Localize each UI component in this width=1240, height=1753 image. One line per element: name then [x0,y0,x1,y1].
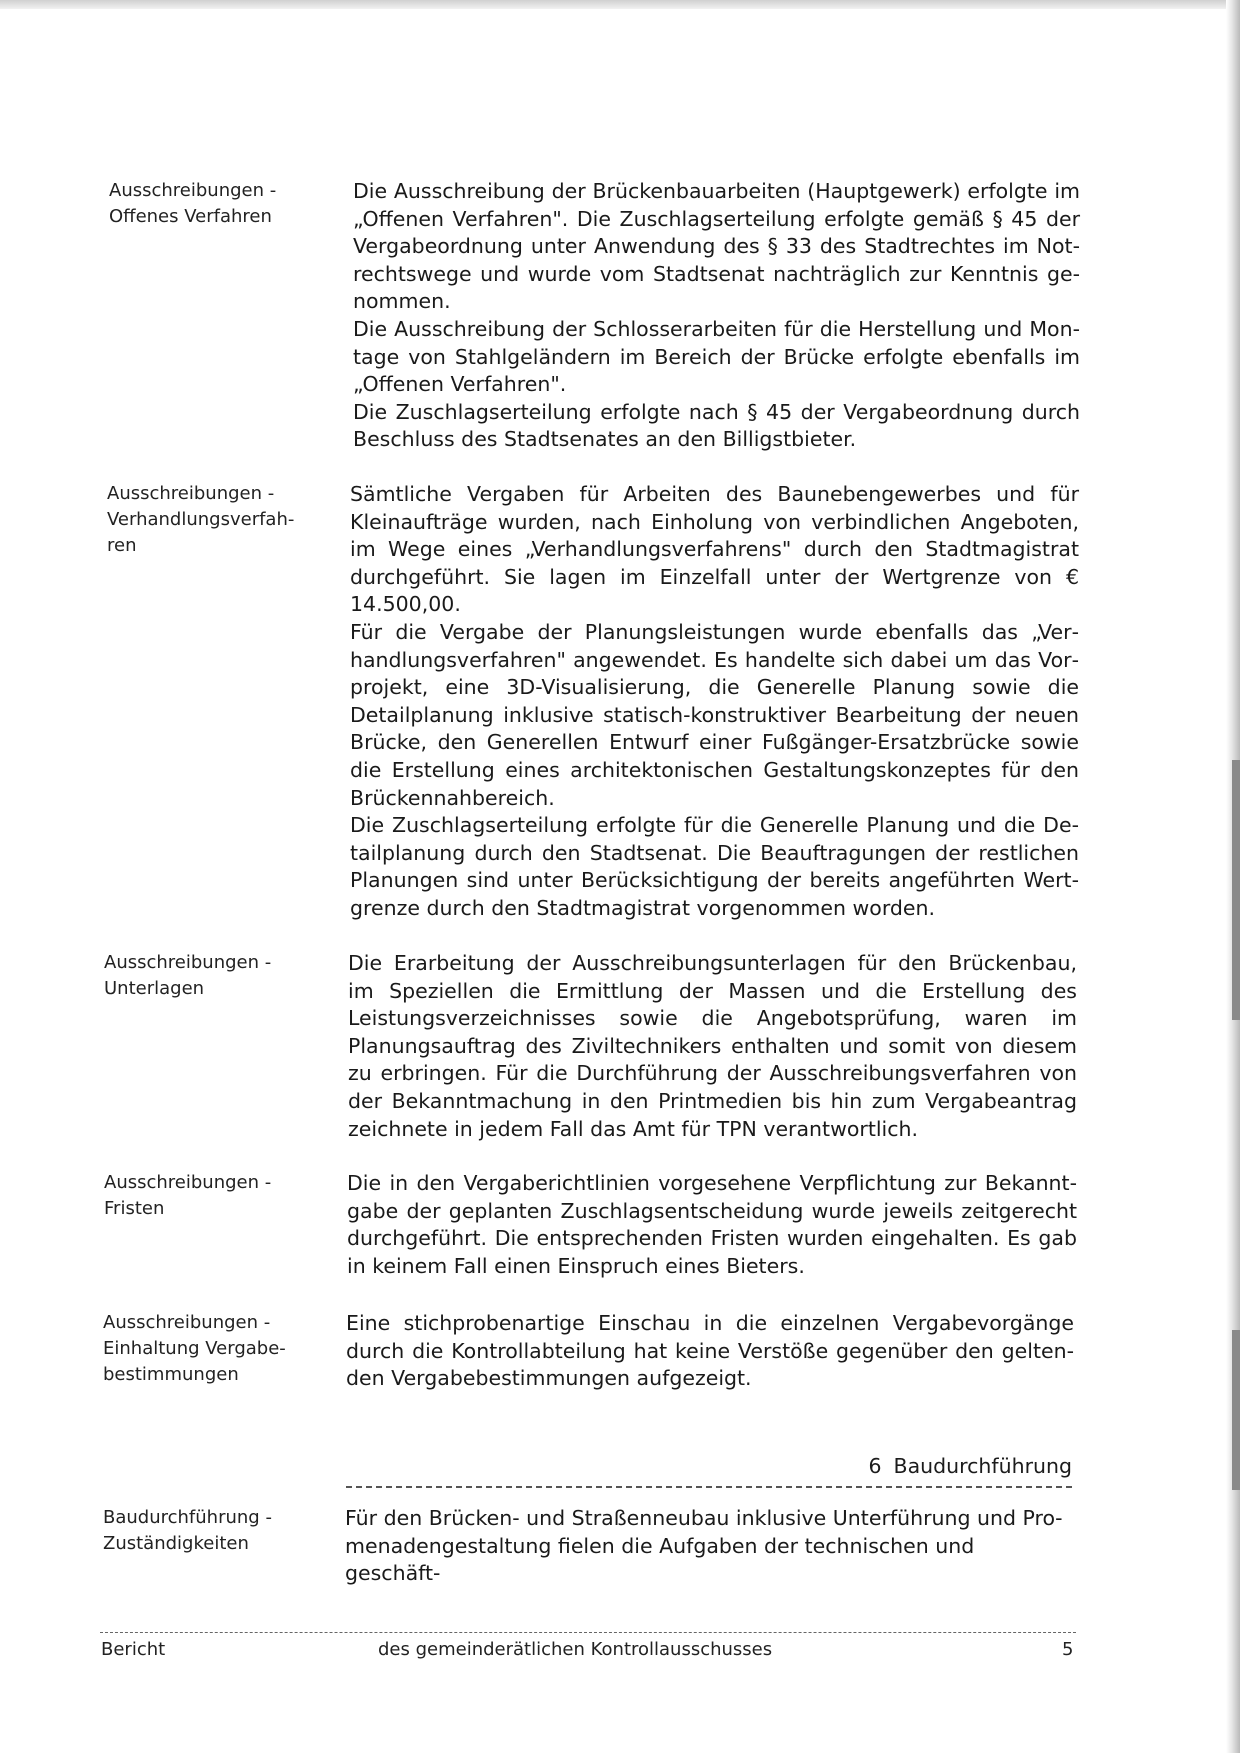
page-number: 5 [1062,1639,1074,1660]
section-body [350,481,1079,923]
scan-shadow [1232,760,1240,1020]
paragraph: Für die Vergabe der Planungsleistungen wurde ebenfalls das „Verhandlungsverfahren" angewendet. Es handelte sich dabei um das Vorprojekt, eine 3D-Visualisierung, die Generelle Planung sowie die Detailplanung inklusive statisch-konstruktiver Bearbeitung der neuen Brücke, den Generellen Entwurf einer Fußgänger-Ersatzbrücke sowie die Erstellung eines architektonischen Gestaltungskonzeptes für den Brückennahbereich. [350,619,1079,810]
paragraph: Die Zuschlagserteilung erfolgte nach § 45 der Vergabeordnung durch Beschluss des Stadtsenates an den Billigstbieter. [353,399,1080,452]
chapter-number: 6 [868,1454,882,1478]
margin-note: Ausschreibungen - Unterlagen [104,952,272,999]
paragraph: Die Erarbeitung der Ausschreibungsunterlagen für den Brückenbau, im Speziellen die Ermittlung der Massen und die Erstellung des Leistungsverzeichnisses sowie die Angebotsprüfung, waren im Planungsauftrag des Ziviltechnikers enthalten und somit von diesem zu erbringen. Für die Durchführung der Ausschreibungsverfahren von der Bekanntmachung in den Printmedien bis hin zum Vergabeantrag zeichnete in jedem Fall das Amt für TPN verantwortlich. [348,951,1077,1141]
margin-note: Ausschreibungen - Einhaltung Vergabe- bestimmungen [103,1312,286,1385]
section-body [348,950,1077,1143]
paragraph: Die Ausschreibung der Brückenbauarbeiten (Hauptgewerk) erfolgte im „Offenen Verfahren". Die Zuschlagserteilung erfolgte gemäß § 45 der Vergabeordnung unter Anwendung des § 33 des Stadtrechtes im Notrechtswege und wurde vom Stadtsenat nachträglich zur Kenntnis genommen. [353,179,1080,314]
paragraph: Die Ausschreibung der Schlosserarbeiten für die Herstellung und Montage von Stahlgeländern im Bereich der Brücke erfolgte ebenfalls im „Offenen Verfahren". [353,316,1080,397]
section-body [346,1310,1074,1393]
footer-left: Bericht [101,1639,166,1660]
margin-note: Baudurchführung - Zuständigkeiten [103,1507,272,1554]
scan-shadow [1232,1330,1240,1490]
footer-center: des gemeinderätlichen Kontrollausschusses [378,1639,773,1660]
section-body [353,178,1080,454]
paragraph: Die in den Vergaberichtlinien vorgesehene Verpflichtung zur Bekanntgabe der geplanten Zuschlagsentscheidung wurde jeweils zeitgerecht durchgeführt. Die entsprechenden Fristen wurden eingehalten. Es gab in keinem Fall einen Einspruch eines Bieters. [347,1171,1077,1278]
margin-note: Ausschreibungen - Verhandlungsverfah- ren [107,483,295,556]
margin-note: Ausschreibungen - Fristen [104,1172,272,1219]
section-body [347,1170,1077,1280]
section-body [345,1505,1073,1588]
paragraph: Eine stichprobenartige Einschau in die einzelnen Vergabevorgänge durch die Kontrollabteilung hat keine Verstöße gegenüber den geltenden Vergabebestimmungen aufgezeigt. [346,1311,1074,1391]
chapter-heading [346,1446,1072,1488]
footer-divider [100,1632,1076,1633]
paragraph: Für den Brücken- und Straßenneubau inklusive Unterführung und Promenadengestaltung fielen die Aufgaben der technischen und geschäft- [345,1506,1063,1586]
paragraph: Die Zuschlagserteilung erfolgte für die Generelle Planung und die Detailplanung durch den Stadtsenat. Die Beauftragungen der restlichen Planungen sind unter Berücksichtigung der bereits angeführten Wertgrenze durch den Stadtmagistrat vorgenommen worden. [350,813,1079,920]
scan-top-edge [0,0,1240,9]
margin-note: Ausschreibungen - Offenes Verfahren [109,180,277,227]
paragraph: Sämtliche Vergaben für Arbeiten des Baunebengewerbes und für Kleinaufträge wurden, nach Einholung von verbindlichen Angeboten, im Wege eines „Verhandlungsverfahrens" durch den Stadtmagistrat durchgeführt. Sie lagen im Einzelfall unter der Wertgrenze von € 14.500,00. [350,482,1079,617]
chapter-title: Baudurchführung [893,1454,1072,1478]
